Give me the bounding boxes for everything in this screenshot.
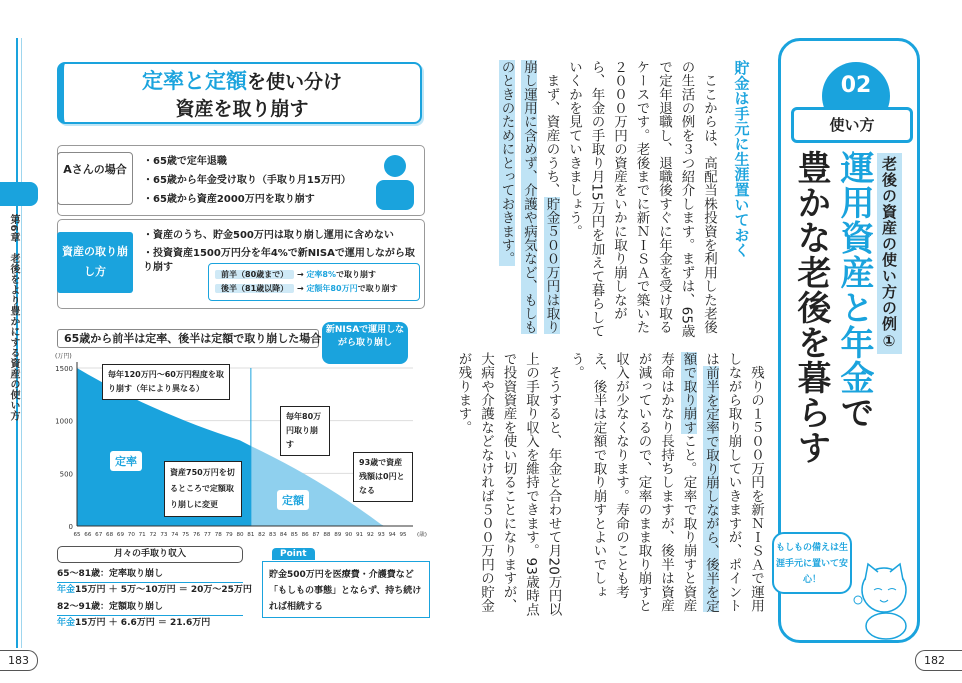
zone-label-fixed: 定額 — [277, 490, 309, 510]
section-title — [57, 62, 422, 124]
x-tick-label: 70 — [127, 532, 135, 538]
paragraph-highlight: 前半を定率で取り崩しながら、後半を定額で取り崩す — [680, 352, 719, 613]
title-rest: を使い分け — [246, 71, 342, 93]
title-line2: 資産を取り崩す — [175, 98, 309, 120]
cat-mascot-icon — [850, 560, 920, 640]
main-title-black: 豊かな老後を暮らす — [791, 150, 831, 465]
title-part: 年金 — [834, 325, 874, 395]
paragraph: そうすると、年金と合わせて月20万円以上の手取り収入を維持できます。93歳時点で投資資産を使い切ることになりますが、大病や介護などなければ５００万円の貯金が残ります。 — [455, 352, 562, 617]
page-number-left: 183 — [0, 650, 38, 671]
rule-value: 定率8% — [306, 270, 337, 279]
x-tick-label: 89 — [334, 532, 342, 538]
income-title: 月々の手取り収入 — [57, 546, 243, 563]
x-tick-label: 81 — [247, 532, 255, 538]
formula: 15万円 ＋ 6.6万円 ＝ 21.6万円 — [75, 618, 211, 628]
annotation-fixed: 毎年80万円取り崩す — [280, 406, 330, 456]
section-heading: 貯金は手元に生涯置いておく — [732, 60, 751, 258]
income-row-formula — [57, 583, 252, 598]
x-axis-unit: (歳) — [417, 532, 427, 538]
rule-row — [215, 282, 413, 296]
mascot-speech-bubble: もしもの備えは生涯手元に置いて安心！ — [772, 532, 852, 594]
title-part: 運用資産と — [834, 150, 874, 325]
y-tick-label: 1000 — [55, 417, 73, 426]
rule-value: 定額年80万円 — [306, 284, 358, 293]
x-tick-label: 87 — [312, 532, 320, 538]
x-tick-label: 65 — [73, 532, 81, 538]
y-tick-label: 500 — [59, 470, 73, 479]
annotation-rate: 毎年120万円～60万円程度を取り崩す（年により異なる） — [102, 364, 230, 400]
x-tick-label: 73 — [160, 532, 168, 538]
body-block-2 — [455, 352, 767, 624]
x-tick-label: 79 — [225, 532, 233, 538]
x-tick-label: 90 — [345, 532, 353, 538]
x-tick-label: 72 — [149, 532, 157, 538]
category-label: 使い方 — [791, 107, 913, 143]
chapter-tab[interactable] — [0, 182, 38, 206]
x-tick-label: 82 — [258, 532, 266, 538]
y-tick-label: 1500 — [55, 365, 73, 373]
x-tick-label: 95 — [399, 532, 407, 538]
x-tick-label: 77 — [203, 532, 211, 538]
case-bullets — [143, 152, 351, 209]
x-tick-label: 66 — [84, 532, 92, 538]
rule-period: 後半（81歳以降） — [215, 284, 294, 293]
rule-period: 前半（80歳まで） — [215, 270, 294, 279]
annotation-zero: 93歳で資産残額は0円となる — [353, 452, 413, 502]
person-icon — [375, 154, 415, 210]
x-tick-label: 84 — [279, 532, 288, 538]
x-tick-label: 71 — [138, 532, 146, 538]
y-tick-label: 0 — [68, 523, 73, 531]
arrow: → — [296, 270, 304, 279]
page-number-right: 182 — [915, 650, 962, 671]
withdrawal-rules — [208, 263, 420, 301]
case-bullet: ・65歳で定年退職 — [143, 156, 227, 167]
x-tick-label: 93 — [377, 532, 385, 538]
point-tag: Point — [272, 548, 315, 560]
body-block-1 — [498, 60, 720, 342]
x-tick-label: 75 — [182, 532, 190, 538]
x-tick-label: 83 — [269, 532, 277, 538]
x-tick-label: 88 — [323, 532, 331, 538]
case-bullet: ・65歳から年金受け取り（手取り月15万円） — [143, 175, 351, 186]
paragraph: まず、資産のうち、 — [543, 60, 560, 197]
paragraph: 残りの１５００万円を新ＮＩＳＡで運用しながら取り崩していきますが、ポイントは — [703, 352, 764, 613]
paragraph: こと。定率で取り崩すと資産寿命はかなり長持ちしますが、後半は資産が減っているので、定率のまま取り崩すと収入が少なくなります。寿命のことも考え、後半は定額で取り崩すとよいでしょう。 — [568, 352, 697, 613]
method-bullet: ・資産のうち、貯金500万円は取り崩し運用に含めない — [143, 230, 394, 241]
case-bullet: ・65歳から資産2000万円を取り崩す — [143, 194, 315, 205]
case-label: Aさんの場合 — [57, 152, 133, 205]
income-row-head: 82～91歳：定額取り崩し — [57, 600, 243, 616]
x-tick-label: 80 — [236, 532, 244, 538]
x-tick-label: 94 — [388, 532, 396, 538]
x-tick-label: 74 — [171, 532, 179, 538]
x-tick-label: 92 — [366, 532, 374, 538]
title-part: で — [834, 395, 874, 430]
point-box: 貯金500万円を医療費・介護費など「もしもの事態」とならず、持ち続ければ相続する — [262, 561, 430, 618]
subtitle: 老後の資産の使い方の例① — [877, 153, 902, 354]
pension-key: 年金 — [57, 585, 76, 595]
x-tick-label: 78 — [214, 532, 222, 538]
paragraph-highlight: 貯金５００万円は取り崩し運用に含めず、介護や病気など、もしものときのためにとっておきます。 — [498, 60, 560, 334]
method-label: 資産の取り崩し方 — [57, 232, 133, 293]
y-axis-unit: (万円) — [55, 353, 72, 360]
chart-bubble: 新NISAで運用しながら取り崩し — [322, 322, 408, 364]
annotation-switch: 資産750万円を切るところで定額取り崩しに変更 — [164, 461, 242, 517]
income-row-head: 65～81歳：定率取り崩し — [57, 567, 243, 583]
x-tick-label: 86 — [301, 532, 309, 538]
pension-key: 年金 — [57, 618, 76, 628]
x-tick-label: 67 — [95, 532, 103, 538]
arrow: → — [296, 284, 304, 293]
method-bullet: ・投資資産1500万円分を年4%で新NISAで運用しながら取り崩す — [143, 248, 415, 273]
rule-suffix: で取り崩す — [357, 284, 398, 293]
rule-suffix: で取り崩す — [336, 270, 377, 279]
title-highlight: 定率と定額 — [141, 69, 247, 93]
chart-header: 65歳から前半は定率、後半は定額で取り崩した場合 — [57, 329, 319, 348]
chapter-label: 第6章 老後をより豊かにする資産の使い方 — [8, 214, 19, 421]
income-row-formula — [57, 616, 243, 631]
x-tick-label: 69 — [116, 532, 125, 538]
section-number: 02 — [822, 62, 890, 130]
x-tick-label: 76 — [192, 532, 201, 538]
zone-label-rate: 定率 — [110, 451, 142, 471]
paragraph: ここからは、高配当株投資を利用した老後の生活の例を３つ紹介します。まずは、65歳で定年退職し、退職後すぐに年金を受け取るケースです。老後までに新ＮＩＳＡで築いた２０００万円の資産をいかに取り崩しながら、年金の手取り月15万円を加えて暮らしていくかを見ていきましょう。 — [566, 60, 717, 338]
formula: 15万円 ＋ 5万～10万円 ＝ 20万～25万円 — [75, 585, 252, 595]
main-title-blue — [830, 150, 879, 430]
x-tick-label: 85 — [290, 532, 298, 538]
x-tick-label: 91 — [355, 532, 364, 538]
x-tick-label: 68 — [106, 532, 114, 538]
rule-row — [215, 268, 413, 282]
